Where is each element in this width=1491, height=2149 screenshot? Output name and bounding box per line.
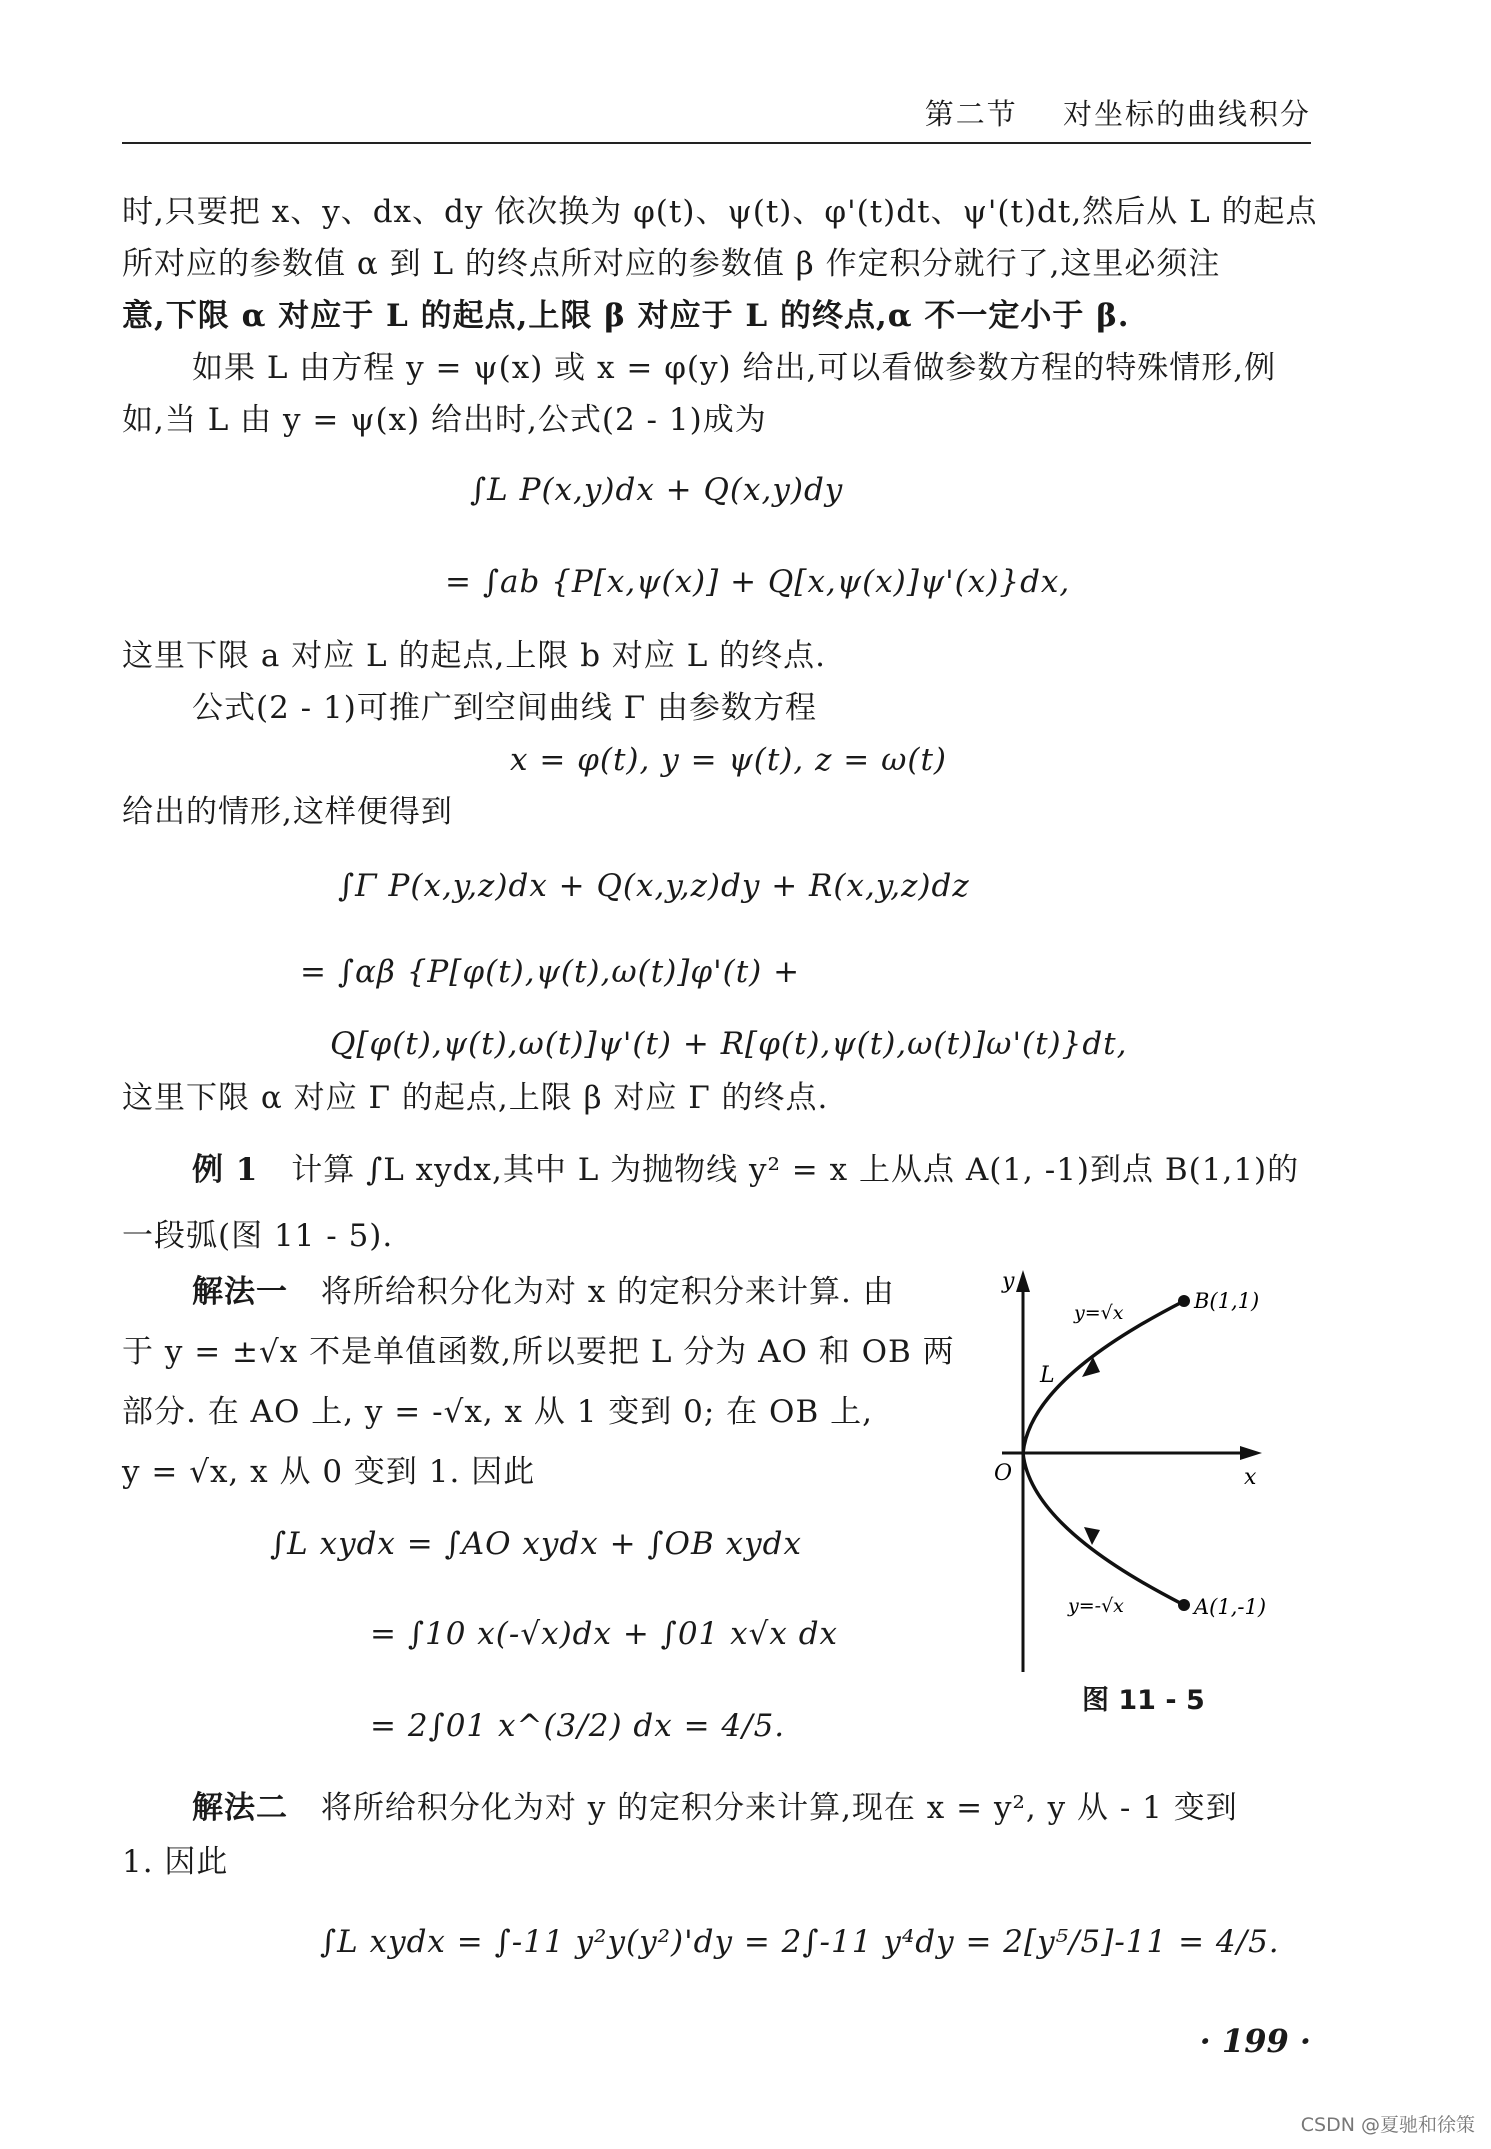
example-1-line-1: [192, 1148, 1299, 1192]
paragraph-2-line-1: 如果 L 由方程 y = ψ(x) 或 x = φ(y) 给出,可以看做参数方程的特殊情形,例: [192, 350, 1277, 386]
figure-parabola: [980, 1262, 1300, 1692]
equation-1-line-2: = ∫ab {P[x,ψ(x)] + Q[x,ψ(x)]ψ'(x)}dx,: [445, 564, 1071, 600]
paragraph-5: 给出的情形,这样便得到: [122, 794, 453, 830]
example-text: 计算 ∫L xydx,其中 L 为抛物线 y² = x 上从点 A(1, -1)到点 B(1,1)的: [291, 1152, 1300, 1188]
method-1-line-1: [192, 1270, 895, 1314]
method-1-line-2: 于 y = ±√x 不是单值函数,所以要把 L 分为 AO 和 OB 两: [122, 1334, 955, 1370]
x-axis-arrow: [1240, 1446, 1262, 1460]
equation-3-line-1: ∫Γ P(x,y,z)dx + Q(x,y,z)dy + R(x,y,z)dz: [338, 868, 970, 904]
figure-caption: 图 11 - 5: [1082, 1685, 1205, 1716]
paragraph-4: 公式(2 - 1)可推广到空间曲线 Γ 由参数方程: [192, 690, 818, 726]
equation-3-line-2: = ∫αβ {P[φ(t),ψ(t),ω(t)]φ'(t) +: [300, 954, 801, 990]
header-title: 对坐标的曲线积分: [1062, 97, 1311, 131]
watermark: CSDN @夏驰和徐策: [1300, 2114, 1475, 2136]
y-axis-label: y: [1002, 1269, 1015, 1294]
method-2-line-2: 1. 因此: [122, 1844, 229, 1880]
example-1-line-2: 一段弧(图 11 - 5).: [122, 1218, 394, 1254]
paragraph-1-line-1: 时,只要把 x、y、dx、dy 依次换为 φ(t)、ψ(t)、φ'(t)dt、ψ'(t)dt,然后从 L 的起点: [122, 194, 1318, 230]
upper-direction-arrow: [1082, 1357, 1100, 1377]
running-header: [122, 92, 1311, 144]
paragraph-1-line-2: 所对应的参数值 α 到 L 的终点所对应的参数值 β 作定积分就行了,这里必须注: [122, 246, 1221, 282]
paragraph-3: 这里下限 a 对应 L 的起点,上限 b 对应 L 的终点.: [122, 638, 827, 674]
point-A-label: A(1,-1): [1194, 1595, 1267, 1619]
paragraph-6: 这里下限 α 对应 Γ 的起点,上限 β 对应 Γ 的终点.: [122, 1080, 829, 1116]
equation-4-line-2: = ∫10 x(-√x)dx + ∫01 x√x dx: [370, 1616, 839, 1652]
method-2-line-1: [192, 1786, 1238, 1830]
equation-4-line-1: ∫L xydx = ∫AO xydx + ∫OB xydx: [270, 1526, 802, 1562]
header-section: 第二节: [924, 97, 1018, 131]
equation-4-line-3: = 2∫01 x^(3/2) dx = 4/5.: [370, 1708, 786, 1744]
method-1-line-3: 部分. 在 AO 上, y = -√x, x 从 1 变到 0; 在 OB 上,: [122, 1394, 873, 1430]
method-1-text: 将所给积分化为对 x 的定积分来计算. 由: [320, 1274, 895, 1310]
point-B: [1178, 1295, 1190, 1307]
equation-1-line-1: ∫L P(x,y)dx + Q(x,y)dy: [470, 472, 844, 508]
curve-label-L: L: [1040, 1363, 1055, 1388]
method-2-label: 解法二: [192, 1790, 288, 1826]
y-axis-arrow: [1016, 1270, 1030, 1292]
lower-direction-arrow: [1084, 1527, 1100, 1545]
equation-3-line-3: Q[φ(t),ψ(t),ω(t)]ψ'(t) + R[φ(t),ψ(t),ω(t)]ω'(t)}dt,: [330, 1026, 1128, 1062]
origin-label: O: [994, 1461, 1013, 1486]
example-label: 例 1: [192, 1152, 259, 1188]
lower-branch-label: y=-√x: [1068, 1595, 1124, 1617]
equation-5: ∫L xydx = ∫-11 y²y(y²)'dy = 2∫-11 y⁴dy = 2[y⁵/5]-11 = 4/5.: [320, 1924, 1280, 1960]
paragraph-1-line-3: 意,下限 α 对应于 L 的起点,上限 β 对应于 L 的终点,α 不一定小于 β.: [122, 298, 1130, 334]
upper-branch-label: y=√x: [1074, 1302, 1124, 1324]
method-1-line-4: y = √x, x 从 0 变到 1. 因此: [122, 1454, 536, 1490]
paragraph-2-line-2: 如,当 L 由 y = ψ(x) 给出时,公式(2 - 1)成为: [122, 402, 767, 438]
method-1-label: 解法一: [192, 1274, 288, 1310]
point-A: [1178, 1599, 1190, 1611]
point-B-label: B(1,1): [1194, 1289, 1260, 1313]
page-number: · 199 ·: [1199, 2022, 1311, 2060]
x-axis-label: x: [1244, 1465, 1257, 1490]
method-2-text: 将所给积分化为对 y 的定积分来计算,现在 x = y², y 从 - 1 变到: [320, 1790, 1238, 1826]
equation-2: x = φ(t), y = ψ(t), z = ω(t): [510, 742, 948, 778]
